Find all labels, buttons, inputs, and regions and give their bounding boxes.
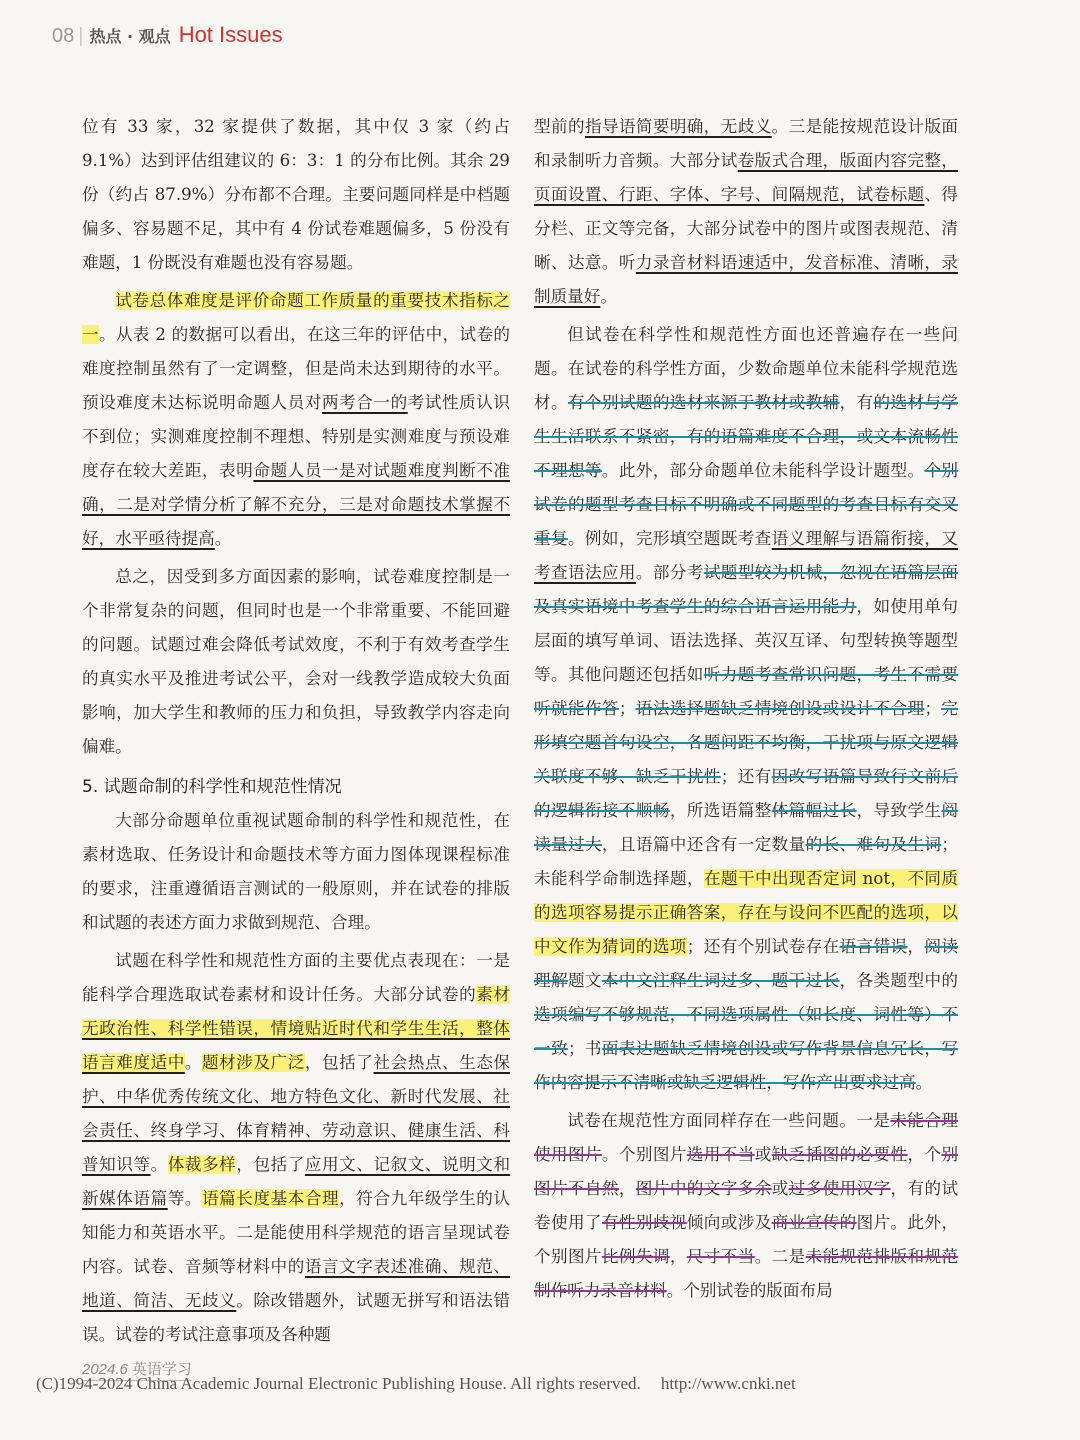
- struck-text: 未能合理使用图片: [534, 1111, 959, 1164]
- struck-text: 语法选择题缺乏情境创设或设计不合理: [635, 699, 925, 718]
- text: 题文: [567, 971, 602, 990]
- highlighted-text: 无政治性、科学性错误，情境贴近时代和学生生活，整体语言难度适中: [82, 1019, 510, 1072]
- text: 。: [150, 1155, 168, 1174]
- struck-text: 完形填空题首句设空，各题间距不均衡，干扰项与原文逻辑关联度不够、缺乏干扰性: [534, 699, 959, 786]
- struck-text: 试题型较为机械，忽视在语篇层面及真实语境中考查学生的综合语言运用能力: [534, 563, 959, 616]
- text: 。: [184, 1053, 203, 1072]
- text: ，: [669, 1247, 687, 1266]
- struck-text: 选用不当: [686, 1145, 755, 1164]
- struck-text: 缺乏插图的必要性: [771, 1145, 908, 1164]
- text: 图片。此外，个别图片: [534, 1213, 959, 1266]
- paragraph: [534, 110, 958, 314]
- text: ，导致学生: [856, 801, 942, 820]
- struck-text: 阅读量过大: [534, 801, 959, 854]
- page-header: [52, 22, 283, 52]
- underlined-text: 应用文、记叙文、说明文和新媒体语篇: [82, 1155, 511, 1208]
- right-column: [534, 110, 958, 1308]
- text: ；: [924, 699, 942, 718]
- struck-text: 有性别歧视: [601, 1213, 687, 1232]
- section-label-en: Hot Issues: [178, 22, 283, 47]
- text: 。: [214, 529, 232, 548]
- struck-text: 的长、难句及生词: [805, 835, 942, 854]
- text: ，有的试卷使用了: [534, 1179, 959, 1232]
- text: ，包括了: [304, 1053, 374, 1072]
- struck-text: 的选材与学生生活联系不紧密，有的语篇难度不合理，或文本流畅性不理想等: [534, 393, 959, 480]
- underlined-text: 两考合一的: [322, 393, 408, 412]
- struck-text: 听力题考查常识问题，考生不需要听就能作答: [534, 665, 959, 718]
- text: ；未能科学命制选择题，: [534, 835, 959, 888]
- text: 。除改错题外，试题无拼写和语法错误。试卷的考试注意事项及各种题: [82, 1291, 511, 1344]
- struck-text: 选项编写不够规范，不同选项属性（如长度、词性等）不一致: [534, 1005, 958, 1058]
- text: 。部分考: [635, 563, 704, 582]
- text: 等。: [167, 1189, 203, 1208]
- text: ，个: [907, 1145, 942, 1164]
- highlighted-text: 体裁多样: [167, 1155, 237, 1174]
- text: 。: [600, 287, 617, 306]
- text: ，包括了: [236, 1155, 305, 1174]
- text: 。个别试卷的版面布局: [666, 1281, 833, 1300]
- highlighted-text: 在题干中出现否定词 not，不同质的选项容易提示正确答案，存在与设问不匹配的选项，以中文作为猜词的选项: [534, 869, 959, 956]
- text: ，如使用单句层面的填写单词、语法选择、英汉互译、句型转换等题型等。其他问题还包括如: [534, 597, 959, 684]
- text: 倾向或涉及: [686, 1213, 772, 1232]
- text: 。: [915, 1073, 933, 1092]
- copyright-line: [36, 1374, 796, 1394]
- highlighted-text: 试卷总体难度是评价命题工作质量的重要技术指标之一: [82, 291, 510, 344]
- text: ；: [618, 699, 636, 718]
- underlined-text: 语义理解与语篇衔接，又考查语法应用: [534, 529, 959, 582]
- paragraph: 大部分命题单位重视试题命制的科学性和规范性，在素材选取、任务设计和命题技术等方面力图体现课程标准的要求，注重遵循语言测试的一般原则，并在试卷的排版和试题的表述方面力求做到规范、合理。: [82, 811, 510, 932]
- struck-text: 语言错误: [839, 937, 908, 956]
- struck-text: 图片中的文字多余: [635, 1179, 772, 1198]
- struck-text: 别图片不自然: [534, 1145, 959, 1198]
- struck-text: 商业宣传的: [771, 1213, 857, 1232]
- underlined-text: 语言文字表述准确、规范、地道、简洁、无歧义: [82, 1257, 511, 1310]
- section-label-cn: 热点 · 观点: [89, 27, 171, 46]
- struck-text: 比例失调: [601, 1247, 670, 1266]
- struck-text: 过多使用汉字: [788, 1179, 891, 1198]
- paragraph: [534, 1104, 958, 1308]
- journal-name: 英语学习: [131, 1361, 192, 1378]
- struck-text: 尺寸不当: [686, 1247, 755, 1266]
- underlined-text: 卷版式合理，版面内容完整，页面设置、行距、字体、字号、间隔规范，试卷标题: [534, 151, 958, 204]
- page-number: 08: [52, 25, 75, 47]
- struck-text: 本中文注释生词过多、题干过长: [601, 971, 840, 990]
- text: 。二是: [754, 1247, 806, 1266]
- text: ，符合九年级学生的认知能力和英语水平。二是能使用科学规范的语言呈现试卷内容。试卷、音频等材料中的: [82, 1189, 511, 1276]
- struck-text: 有个别试题的选材来源于教材或教辅: [567, 393, 840, 412]
- copyright-text: (C)1994-2024 China Academic Journal Electronic Publishing House. All rights reserved.: [36, 1374, 641, 1393]
- underlined-text: 力录音材料语速适中，发音标准、清晰，录制质量好: [534, 253, 959, 306]
- text: 。个别图片: [601, 1145, 687, 1164]
- text: 或: [771, 1179, 789, 1198]
- section-heading: 5. 试题命制的科学性和规范性情况: [82, 777, 342, 797]
- struck-text: 体篇幅过长: [771, 801, 857, 820]
- struck-text: 未能规范排版和规范制作听力录音材料: [534, 1247, 959, 1300]
- underlined-text: 指导语简要明确，无歧义: [584, 117, 772, 136]
- paragraph: [82, 944, 510, 1352]
- text: 、得分栏、正文等完备，大部分试卷中的图片或图表规范、清晰、达意。听: [534, 185, 959, 272]
- text: 。此外，部分命题单位未能科学设计题型。: [601, 461, 925, 480]
- paragraph: 总之，因受到多方面因素的影响，试卷难度控制是一个非常复杂的问题，但同时也是一个非常重要、不能回避的问题。试题过难会降低考试效度，不利于有效考查学生的真实水平及推进考试公平，会对一线教学造成较大负面影响，加大学生和教师的压力和负担，导致教学内容走向偏难。: [82, 567, 510, 756]
- highlighted-text: 素材: [476, 985, 511, 1004]
- struck-text: 因改写语篇导致行文前后的逻辑衔接不顺畅: [534, 767, 959, 820]
- text: 。从表 2 的数据可以看出，在这三年的评估中，试卷的难度控制虽然有了一定调整，但是尚未达到期待的水平。预设难度未达标说明命题人员对: [82, 325, 511, 412]
- text: ；书: [567, 1039, 602, 1058]
- highlighted-text: 语篇长度基本合理: [202, 1189, 340, 1208]
- underlined-text: 社会热点、生态保护、中华优秀传统文化、地方特色文化、新时代发展、社会责任、终身学习、体育精神、劳动意识、健康生活、科普知识等: [82, 1053, 511, 1174]
- text: ，有: [839, 393, 874, 412]
- text: ，所选语篇整: [669, 801, 772, 820]
- text: 型前的: [534, 117, 585, 136]
- text: ，各类题型中的: [839, 971, 959, 990]
- text: ，: [907, 937, 925, 956]
- text: 试卷在规范性方面同样存在一些问题。一是: [567, 1111, 891, 1130]
- struck-text: 面表达题缺乏情境创设或写作背景信息冗长，写作内容提示不清晰或缺乏逻辑性，写作产出要求过高: [534, 1039, 959, 1092]
- text: ；还有: [720, 767, 772, 786]
- struck-text: 阅读理解: [534, 937, 959, 990]
- journal-issue: 2024.6: [82, 1361, 128, 1378]
- header-divider: |: [78, 25, 84, 47]
- highlighted-text: 题材涉及广泛: [202, 1053, 305, 1072]
- text: 但试卷在科学性和规范性方面也还普遍存在一些问题。在试卷的科学性方面，少数命题单位未能科学规范选材。: [534, 325, 958, 412]
- cnki-url: http://www.cnki.net: [660, 1374, 796, 1393]
- text: 。例如，完形填空题既考查: [567, 529, 772, 548]
- underlined-text: 命题人员一是对试题难度判断不准确，二是对学情分析了解不充分，三是对命题技术掌握不好，水平亟待提高: [82, 461, 511, 548]
- paragraph: 位有 33 家，32 家提供了数据，其中仅 3 家（约占 9.1%）达到评估组建议的 6：3：1 的分布比例。其余 29 份（约占 87.9%）分布都不合理。主要问题同样是中档题偏多、容易题不足，其中有 4 份试卷难题偏多，5 份没有难题，1 份既没有难题也没有容易题。: [82, 117, 510, 272]
- text: 。三是能按规范设计版面和录制听力音频。大部分试: [534, 117, 959, 170]
- text: 试题在科学性和规范性方面的主要优点表现在：一是能科学合理选取试卷素材和设计任务。大部分试卷的: [82, 951, 510, 1004]
- text: ，且语篇中还含有一定数量: [601, 835, 806, 854]
- text: 或: [754, 1145, 772, 1164]
- text: ；还有个别试卷存在: [686, 937, 840, 956]
- struck-text: 个别试卷的题型考查目标不明确或不同题型的考查目标有交叉重复: [534, 461, 959, 548]
- paragraph: [534, 318, 958, 1100]
- paragraph: [82, 284, 510, 556]
- left-column: [82, 110, 510, 1352]
- text: 考试性质认识不到位；实测难度控制不理想、特别是实测难度与预设难度存在较大差距，表明: [82, 393, 511, 480]
- text: ，: [618, 1179, 636, 1198]
